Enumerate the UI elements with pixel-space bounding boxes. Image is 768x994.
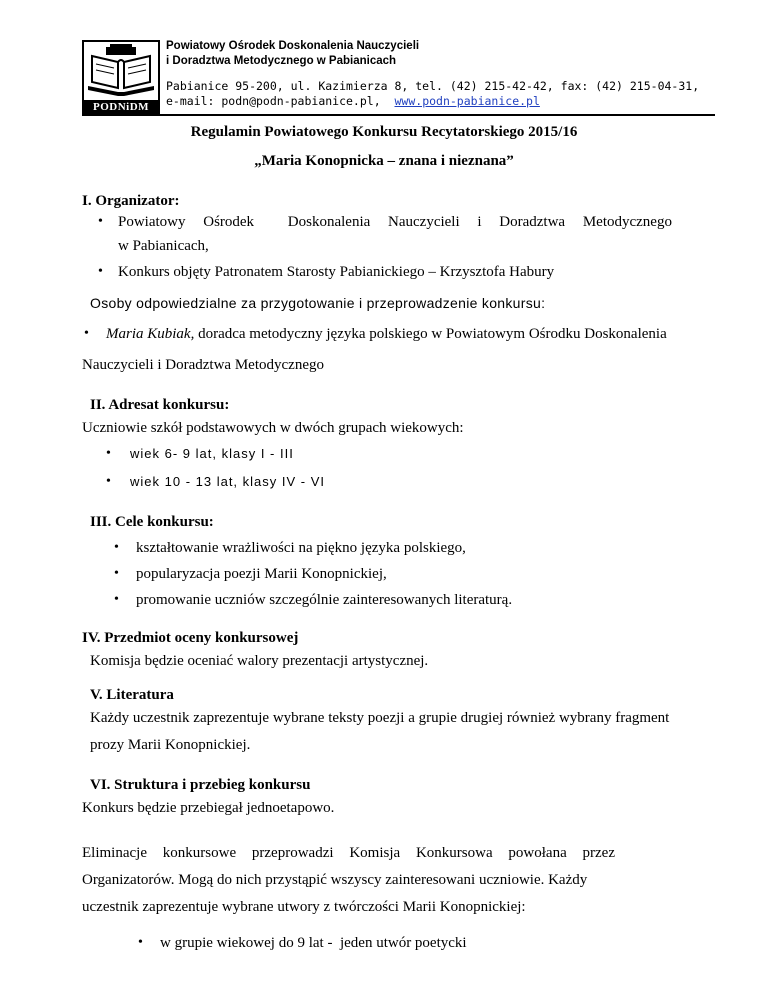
evaluation-text: Komisja będzie oceniać walory prezentacji artystycznej. <box>90 653 429 669</box>
book-icon <box>84 44 158 102</box>
section-1-heading: I. Organizator: <box>82 193 180 209</box>
responsible-person: Maria Kubiak, doradca metodyczny języka polskiego w Powiatowym Ośrodku Doskonalenia <box>106 326 667 342</box>
person-name: Maria Kubiak, <box>106 326 195 342</box>
section-4-heading: IV. Przedmiot oceny konkursowej <box>82 630 299 646</box>
document-title: Regulamin Powiatowego Konkursu Recytatorskiego 2015/16 <box>190 124 578 140</box>
website-link[interactable]: www.podn-pabianice.pl <box>394 94 540 108</box>
responsible-person-line2: Nauczycieli i Doradztwa Metodycznego <box>82 357 324 373</box>
age-group-2: wiek 10 - 13 lat, klasy IV - VI <box>130 474 326 489</box>
bullet: • <box>84 326 89 341</box>
age-group-1: wiek 6- 9 lat, klasy I - III <box>130 446 294 461</box>
bullet: • <box>114 566 119 581</box>
responsible-heading: Osoby odpowiedzialne za przygotowanie i przeprowadzenie konkursu: <box>90 295 546 311</box>
section-5-heading: V. Literatura <box>90 687 174 703</box>
organizer-line2: w Pabianicach, <box>118 238 209 254</box>
org-address: Pabianice 95-200, ul. Kazimierza 8, tel. (42) 215-42-42, fax: (42) 215-04-31, <box>166 79 700 93</box>
section-3-heading: III. Cele konkursu: <box>90 514 214 530</box>
bullet: • <box>98 214 103 229</box>
header-divider <box>82 114 715 116</box>
structure-line1: Konkurs będzie przebiegał jednoetapowo. <box>82 800 335 816</box>
bullet: • <box>114 592 119 607</box>
podn-logo <box>82 40 160 116</box>
goal-item: kształtowanie wrażliwości na piękno języka polskiego, <box>136 540 466 556</box>
literature-line1: Każdy uczestnik zaprezentuje wybrane teksty poezji a grupie drugiej również wybrany fragment <box>90 710 670 726</box>
structure-para-line2: Organizatorów. Mogą do nich przystąpić wszyscy zainteresowani uczniowie. Każdy <box>82 872 588 888</box>
section-6-heading: VI. Struktura i przebieg konkursu <box>90 777 311 793</box>
structure-bullet1: w grupie wiekowej do 9 lat - jeden utwór poetycki <box>160 935 467 951</box>
bullet: • <box>106 446 111 461</box>
section-2-heading: II. Adresat konkursu: <box>90 397 230 413</box>
goal-item: promowanie uczniów szczególnie zainteresowanych literaturą. <box>136 592 513 608</box>
goal-item: popularyzacja poezji Marii Konopnickiej, <box>136 566 387 582</box>
patronage-line: Konkurs objęty Patronatem Starosty Pabianickiego – Krzysztofa Habury <box>118 264 555 280</box>
org-name-line1: Powiatowy Ośrodek Doskonalenia Nauczycieli <box>166 40 420 52</box>
literature-line2: prozy Marii Konopnickiej. <box>90 737 251 753</box>
org-name-line2: i Doradztwa Metodycznego w Pabianicach <box>166 55 397 67</box>
audience-intro: Uczniowie szkół podstawowych w dwóch grupach wiekowych: <box>82 420 464 436</box>
logo-text: PODNiDM <box>84 100 158 114</box>
structure-para-line3: uczestnik zaprezentuje wybrane utwory z twórczości Marii Konopnickiej: <box>82 899 526 915</box>
bullet: • <box>106 474 111 489</box>
org-contact <box>166 94 540 108</box>
org-email: e-mail: podn@podn-pabianice.pl, <box>166 94 381 108</box>
structure-para-line1: Eliminacje konkursowe przeprowadzi Komisja Konkursowa powołana przez <box>82 845 615 861</box>
bullet: • <box>98 264 103 279</box>
organizer-line: Powiatowy Ośrodek Doskonalenia Nauczycieli i Doradztwa Metodycznego <box>118 214 672 230</box>
bullet: • <box>138 935 143 950</box>
bullet: • <box>114 540 119 555</box>
document-subtitle: „Maria Konopnicka – znana i nieznana” <box>254 153 514 169</box>
